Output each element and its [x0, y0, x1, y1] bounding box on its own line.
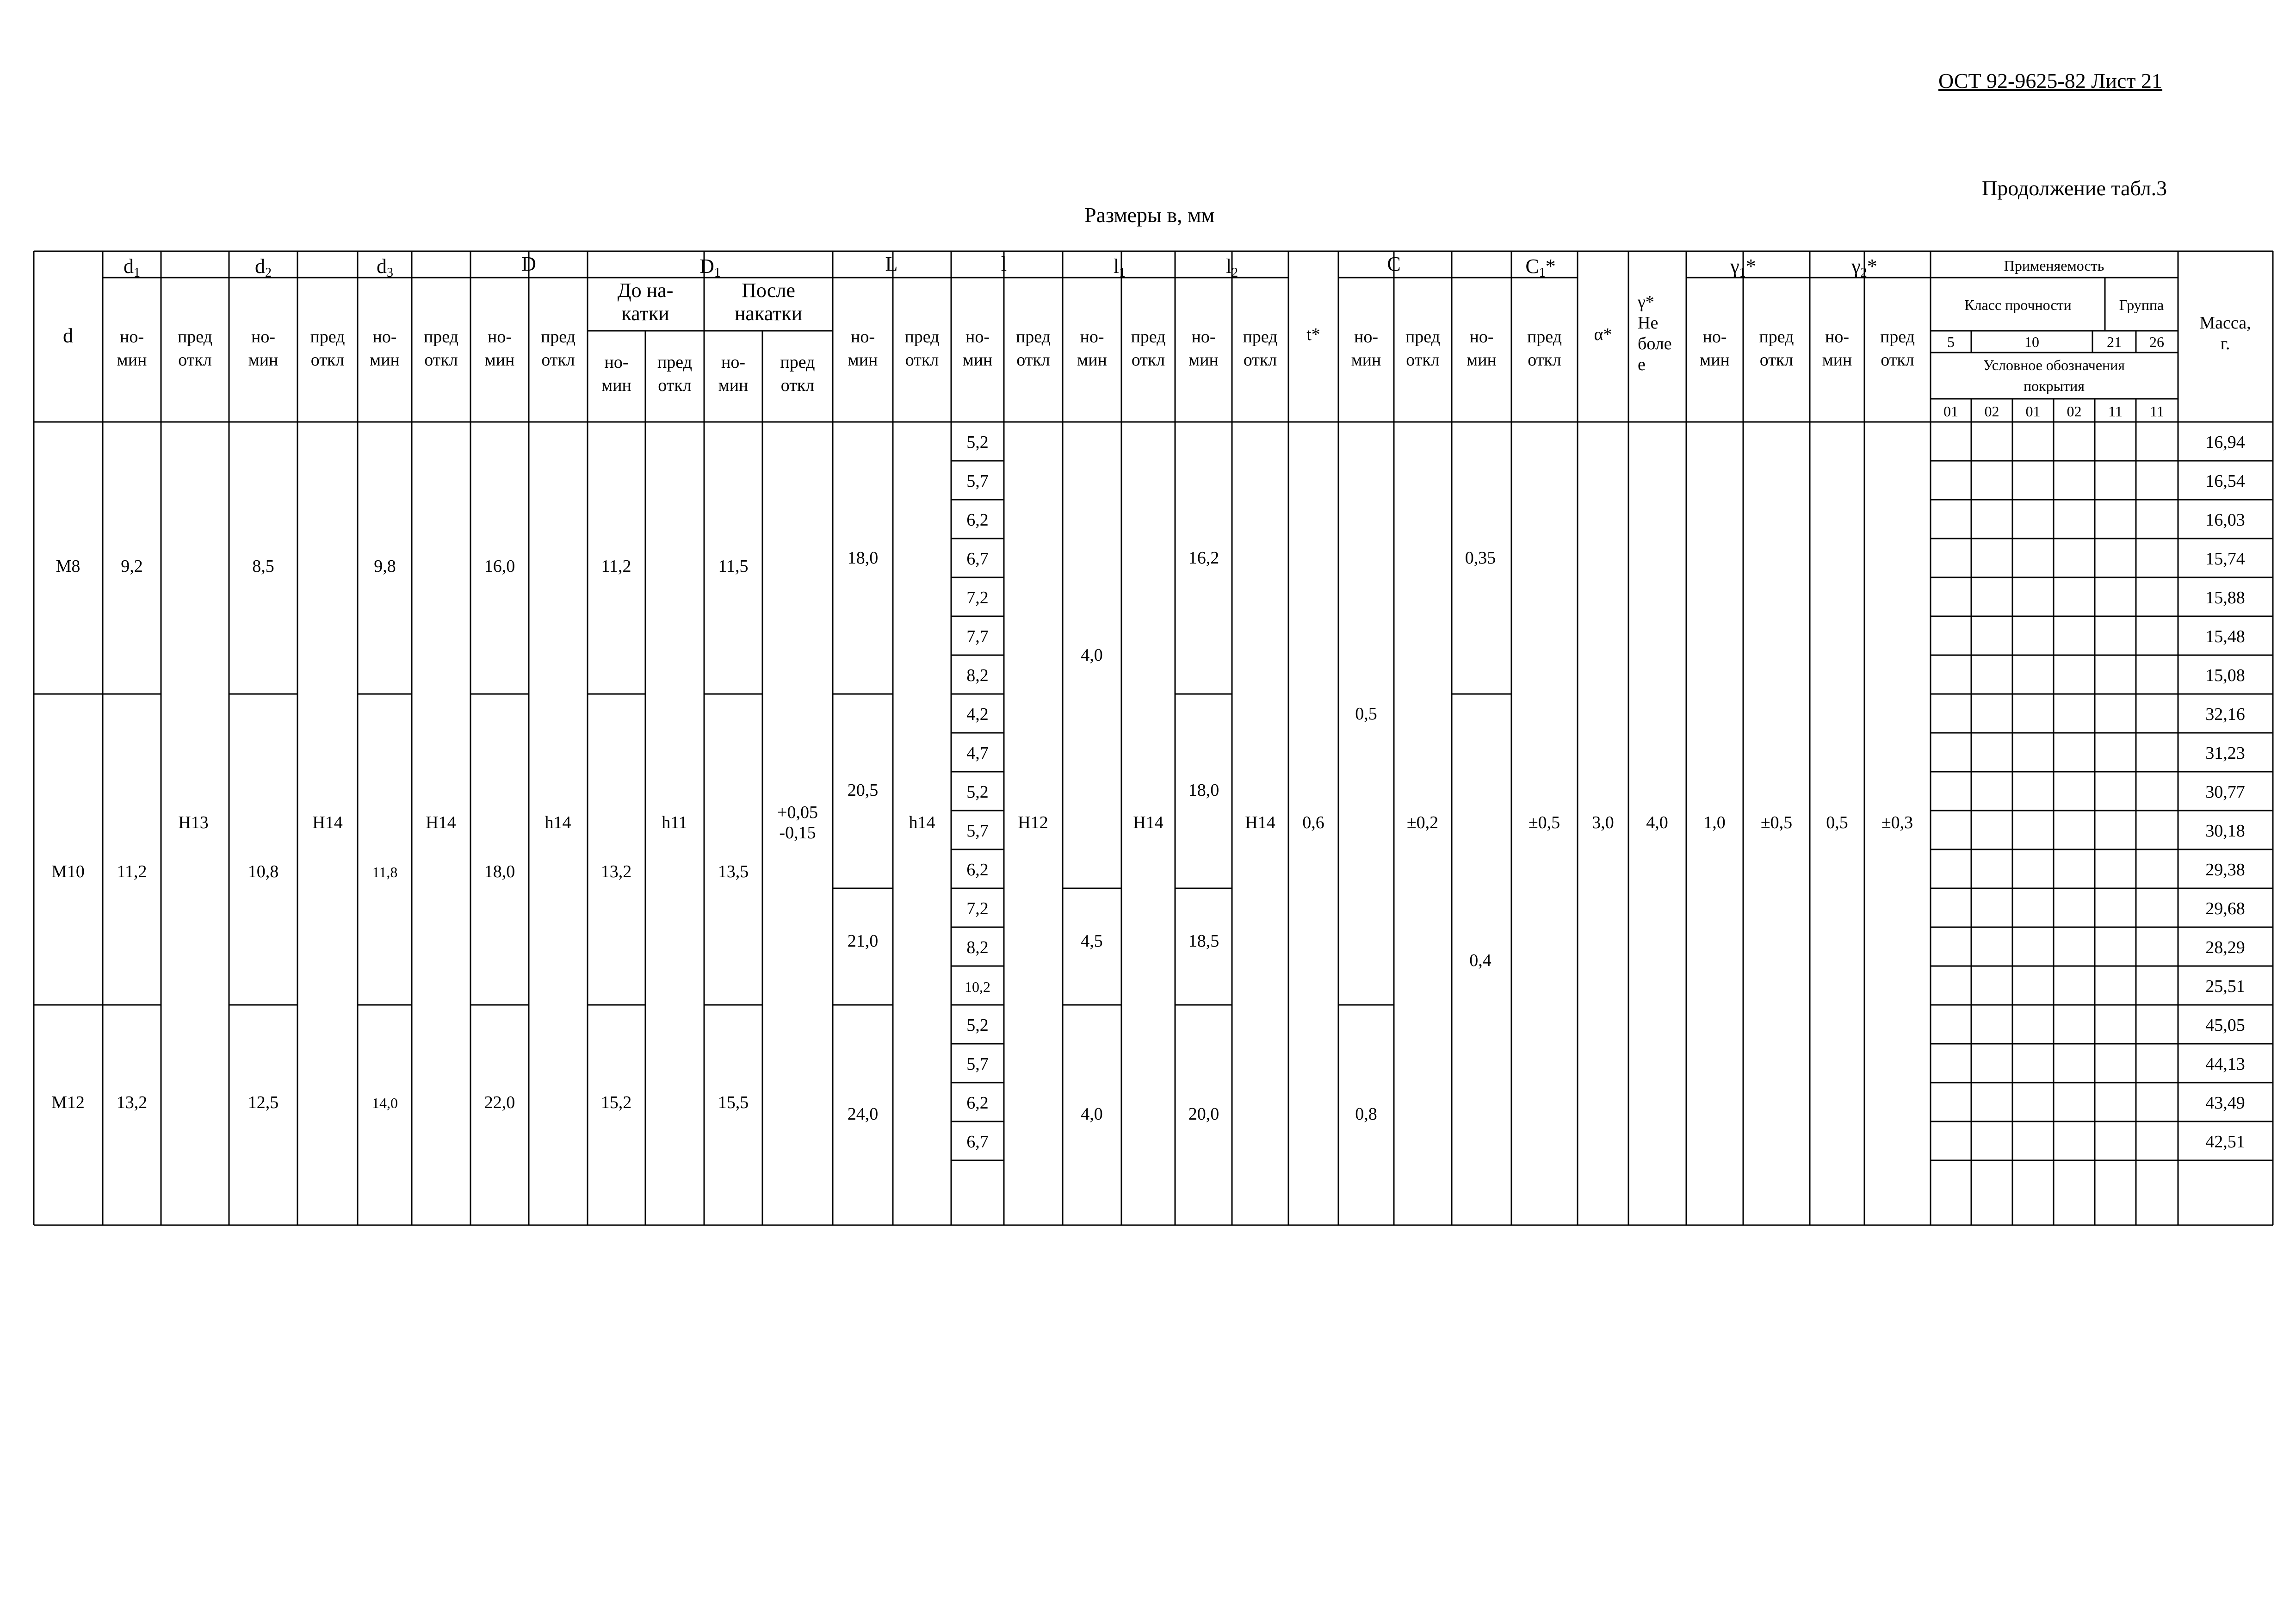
- col-gamma-header: γ*: [1638, 292, 1654, 312]
- mass-value: 16,94: [2205, 433, 2245, 452]
- alpha-value: 3,0: [1592, 813, 1614, 832]
- col-l1-header: [1114, 255, 1126, 280]
- l2-tolerance: H14: [1245, 813, 1275, 832]
- document-id: ОСТ 92-9625-82 Лист 21: [1938, 69, 2163, 93]
- nominal-label: но-: [1080, 327, 1104, 347]
- coating-code-01: 01: [1943, 403, 1958, 420]
- col-D1-header-symbol: D: [699, 255, 714, 278]
- nominal-label: мин: [1077, 350, 1107, 370]
- d1-value: 13,2: [116, 1093, 148, 1112]
- D-value: 22,0: [484, 1093, 515, 1112]
- l2-value: 16,2: [1188, 548, 1219, 568]
- mass-value: 25,51: [2205, 977, 2245, 996]
- mass-value: 30,77: [2205, 782, 2245, 802]
- mass-value: 43,49: [2205, 1093, 2245, 1113]
- gamma1-value: 1,0: [1703, 813, 1726, 832]
- d2-tolerance: H14: [312, 813, 343, 832]
- col-d3-header-symbol: d: [377, 255, 387, 278]
- nominal-label: но-: [1702, 327, 1727, 347]
- col-C1-header: [1525, 255, 1555, 280]
- tolerance-label: пред: [1131, 327, 1166, 347]
- mass-value: 44,13: [2205, 1054, 2245, 1074]
- mass-value: 32,16: [2205, 705, 2245, 724]
- nominal-label: мин: [1351, 350, 1381, 370]
- D1-before-knurl-label: катки: [621, 302, 669, 325]
- tolerance-label: пред: [657, 353, 693, 372]
- C-tolerance: ±0,2: [1406, 813, 1439, 832]
- d2-value: 10,8: [248, 862, 279, 881]
- d3-value: 9,8: [374, 557, 396, 576]
- C1-value: 0,35: [1465, 548, 1496, 568]
- tolerance-label: пред: [540, 327, 576, 347]
- tolerance-label: пред: [780, 353, 815, 372]
- nominal-label: но-: [251, 327, 275, 347]
- tolerance-label: пред: [1015, 327, 1051, 347]
- tolerance-label: откл: [780, 376, 815, 395]
- l-value: 5,7: [966, 1054, 989, 1074]
- tolerance-label: пред: [1759, 327, 1794, 347]
- table-body: [51, 433, 2245, 1152]
- col-t-header: t*: [1306, 325, 1320, 344]
- tolerance-label: откл: [424, 350, 458, 370]
- tolerance-label: откл: [1406, 350, 1440, 370]
- tolerance-label: откл: [178, 350, 212, 370]
- L-value: 24,0: [847, 1104, 879, 1124]
- nominal-label: но-: [721, 353, 745, 372]
- coating-code-01: 01: [2025, 403, 2041, 420]
- col-C-header: C: [1387, 253, 1401, 275]
- nominal-label: мин: [1188, 350, 1219, 370]
- nominal-label: но-: [1469, 327, 1494, 347]
- col-alpha-header: α*: [1594, 325, 1612, 344]
- col-gamma1-header-star: *: [1745, 255, 1756, 278]
- tolerance-label: пред: [310, 327, 345, 347]
- nominal-label: но-: [1191, 327, 1216, 347]
- d3-value: 14,0: [372, 1095, 398, 1111]
- d3-tolerance: H14: [426, 813, 456, 832]
- nominal-label: но-: [604, 353, 629, 372]
- nominal-label: но-: [488, 327, 512, 347]
- tolerance-label: откл: [541, 350, 575, 370]
- gamma2-tolerance: ±0,3: [1881, 813, 1913, 832]
- col-gamma1-header-subscript: 1: [1739, 266, 1746, 280]
- l-value: 5,2: [966, 1016, 989, 1035]
- mass-value: 15,08: [2205, 666, 2245, 685]
- col-d2-header-symbol: d: [255, 255, 265, 278]
- col-d3-header-subscript: 3: [387, 266, 393, 280]
- tolerance-label: откл: [1528, 350, 1561, 370]
- d1-value: 9,2: [121, 557, 143, 576]
- mass-header-1: Масса,: [2199, 313, 2251, 333]
- col-gamma-note-1: Не: [1638, 313, 1659, 333]
- nominal-label: мин: [601, 376, 631, 395]
- D1-after-knurl-label: После: [742, 279, 795, 302]
- D-tolerance: h14: [545, 813, 571, 832]
- l-value: 7,7: [966, 627, 989, 646]
- tolerance-label: откл: [310, 350, 345, 370]
- col-l1-header-symbol: l: [1113, 255, 1120, 278]
- col-l-header: l: [1001, 253, 1007, 275]
- d3-value: 11,8: [372, 864, 398, 880]
- mass-value: 42,51: [2205, 1132, 2245, 1152]
- group-label: Группа: [2119, 297, 2164, 313]
- nominal-label: мин: [1467, 350, 1497, 370]
- table-grid: [34, 251, 2273, 1225]
- d1-tolerance: H13: [178, 813, 209, 832]
- col-C1-header-symbol: C: [1525, 255, 1539, 278]
- table-continuation-caption: Продолжение табл.3: [1982, 176, 2167, 200]
- d2-value: 12,5: [248, 1093, 279, 1112]
- l-value: 6,2: [966, 860, 989, 880]
- col-D1-header-subscript: 1: [714, 266, 721, 280]
- col-D1-header: [699, 255, 721, 280]
- nominal-label: мин: [370, 350, 400, 370]
- l-value: 8,2: [966, 938, 989, 957]
- l-value: 8,2: [966, 666, 989, 685]
- nominal-label: но-: [372, 327, 397, 347]
- nominal-label: но-: [851, 327, 875, 347]
- d1-value: 11,2: [117, 862, 147, 881]
- col-d1-header: [124, 255, 140, 280]
- nominal-label: но-: [1825, 327, 1849, 347]
- C-value: 0,8: [1355, 1104, 1377, 1124]
- coating-label: Условное обозначения: [1983, 357, 2125, 373]
- nominal-label: мин: [1700, 350, 1730, 370]
- class-10-label: 10: [2024, 334, 2039, 350]
- L-value: 21,0: [847, 931, 879, 951]
- col-gamma2-header-symbol: γ: [1851, 255, 1861, 278]
- l2-value: 18,0: [1188, 781, 1219, 800]
- mass-value: 28,29: [2205, 938, 2245, 957]
- tolerance-label: пред: [1243, 327, 1278, 347]
- coating-code-11: 11: [2150, 403, 2164, 420]
- col-D-header: D: [521, 253, 536, 275]
- l2-value: 18,5: [1188, 931, 1219, 951]
- L-value: 18,0: [847, 548, 879, 568]
- tolerance-label: пред: [904, 327, 940, 347]
- D1-before-value: 11,2: [601, 557, 631, 576]
- group-26-label: 26: [2149, 334, 2164, 350]
- gamma2-value: 0,5: [1826, 813, 1848, 832]
- tolerance-label: откл: [658, 376, 692, 395]
- coating-code-11: 11: [2108, 403, 2123, 420]
- tolerance-label: пред: [423, 327, 459, 347]
- D1-before-value: 15,2: [600, 1093, 632, 1112]
- t-value: 0,6: [1302, 813, 1324, 832]
- thread-size: M10: [51, 862, 85, 881]
- nominal-label: мин: [1822, 350, 1852, 370]
- col-gamma-note-2: боле: [1638, 334, 1672, 353]
- col-d1-header-subscript: 1: [134, 266, 140, 280]
- tolerance-label: пред: [1527, 327, 1562, 347]
- mass-value: 16,54: [2205, 471, 2245, 491]
- l1-value: 4,0: [1081, 1104, 1103, 1124]
- l-value: 5,7: [966, 471, 989, 491]
- l1-value: 4,0: [1081, 645, 1103, 665]
- nominal-label: мин: [484, 350, 515, 370]
- col-gamma1-header-symbol: γ: [1730, 255, 1739, 278]
- col-d3-header: [377, 255, 393, 280]
- l-value: 6,7: [966, 549, 989, 569]
- d2-value: 8,5: [252, 557, 274, 576]
- coating-code-02: 02: [1984, 403, 1999, 420]
- col-d-header: d: [63, 324, 73, 347]
- l-value: 7,2: [966, 899, 989, 918]
- l-value: 6,7: [966, 1132, 989, 1152]
- l-tolerance: H12: [1018, 813, 1048, 832]
- D1-after-value: 15,5: [718, 1093, 749, 1112]
- tolerance-label: пред: [1405, 327, 1441, 347]
- l-value: 4,7: [966, 743, 989, 763]
- l-value: 6,2: [966, 1093, 989, 1113]
- col-d1-header-symbol: d: [124, 255, 134, 278]
- col-l2-header-subscript: 2: [1232, 266, 1238, 280]
- mass-value: 15,48: [2205, 627, 2245, 646]
- tolerance-label: пред: [177, 327, 213, 347]
- mass-value: 30,18: [2205, 821, 2245, 841]
- gamma-value: 4,0: [1646, 813, 1668, 832]
- col-l1-header-subscript: 1: [1119, 266, 1126, 280]
- mass-value: 15,88: [2205, 588, 2245, 607]
- L-value: 20,5: [847, 781, 879, 800]
- D1-before-tolerance: h11: [662, 813, 687, 832]
- l-value: 5,2: [966, 782, 989, 802]
- D-value: 18,0: [484, 862, 515, 881]
- l1-tolerance: H14: [1133, 813, 1163, 832]
- D1-after-knurl-label: накатки: [734, 302, 803, 325]
- strength-class-label: Класс прочности: [1964, 297, 2072, 313]
- tolerance-label: откл: [1243, 350, 1277, 370]
- l-value: 6,2: [966, 510, 989, 530]
- class-5-label: 5: [1947, 334, 1955, 350]
- mass-value: 29,38: [2205, 860, 2245, 880]
- l1-value: 4,5: [1081, 931, 1103, 951]
- L-tolerance: h14: [909, 813, 935, 832]
- C1-tolerance: ±0,5: [1528, 813, 1560, 832]
- mass-value: 16,03: [2205, 510, 2245, 530]
- gamma1-tolerance: ±0,5: [1760, 813, 1793, 832]
- col-d2-header: [255, 255, 272, 280]
- nominal-label: мин: [248, 350, 278, 370]
- l-value: 10,2: [965, 979, 990, 995]
- nominal-label: мин: [848, 350, 878, 370]
- D1-after-value: 11,5: [718, 557, 749, 576]
- nominal-label: но-: [120, 327, 144, 347]
- l-value: 5,2: [966, 433, 989, 452]
- tolerance-label: откл: [905, 350, 939, 370]
- thread-size: M12: [51, 1093, 85, 1112]
- applicability-header: Применяемость: [2004, 257, 2104, 274]
- D1-after-tolerance: +0,05: [777, 803, 818, 822]
- C1-value: 0,4: [1469, 951, 1491, 970]
- D1-after-value: 13,5: [718, 862, 749, 881]
- mass-header-2: г.: [2220, 334, 2230, 353]
- tolerance-label: откл: [1016, 350, 1050, 370]
- l-value: 4,2: [966, 705, 989, 724]
- mass-value: 15,74: [2205, 549, 2245, 569]
- tolerance-label: откл: [1759, 350, 1794, 370]
- col-d2-header-subscript: 2: [265, 266, 272, 280]
- col-L-header: L: [885, 253, 898, 275]
- nominal-label: но-: [1354, 327, 1378, 347]
- thread-size: M8: [56, 557, 80, 576]
- tolerance-label: откл: [1131, 350, 1165, 370]
- coating-label: покрытия: [2024, 378, 2085, 394]
- col-l2-header-symbol: l: [1225, 255, 1232, 278]
- coating-code-02: 02: [2067, 403, 2082, 420]
- col-gamma2-header-star: *: [1867, 255, 1877, 278]
- l2-value: 20,0: [1188, 1104, 1219, 1124]
- nominal-label: мин: [718, 376, 749, 395]
- l-value: 7,2: [966, 588, 989, 607]
- D-value: 16,0: [484, 557, 515, 576]
- C-value: 0,5: [1355, 704, 1377, 724]
- D1-before-knurl-label: До на-: [617, 279, 674, 302]
- col-C1-header-subscript: 1: [1539, 266, 1546, 280]
- D1-before-value: 13,2: [600, 862, 632, 881]
- mass-value: 29,68: [2205, 899, 2245, 918]
- D1-after-tolerance: -0,15: [779, 823, 816, 842]
- l-value: 5,7: [966, 821, 989, 841]
- group-21-label: 21: [2107, 334, 2122, 350]
- units-caption: Размеры в, мм: [1084, 203, 1215, 227]
- col-gamma-note-3: е: [1638, 355, 1646, 374]
- nominal-label: но-: [965, 327, 990, 347]
- col-gamma2-header-subscript: 2: [1860, 266, 1867, 280]
- tolerance-label: пред: [1880, 327, 1915, 347]
- col-C1-header-star: *: [1545, 255, 1556, 278]
- mass-value: 45,05: [2205, 1016, 2245, 1035]
- nominal-label: мин: [117, 350, 147, 370]
- tolerance-label: откл: [1881, 350, 1914, 370]
- mass-value: 31,23: [2205, 743, 2245, 763]
- nominal-label: мин: [962, 350, 993, 370]
